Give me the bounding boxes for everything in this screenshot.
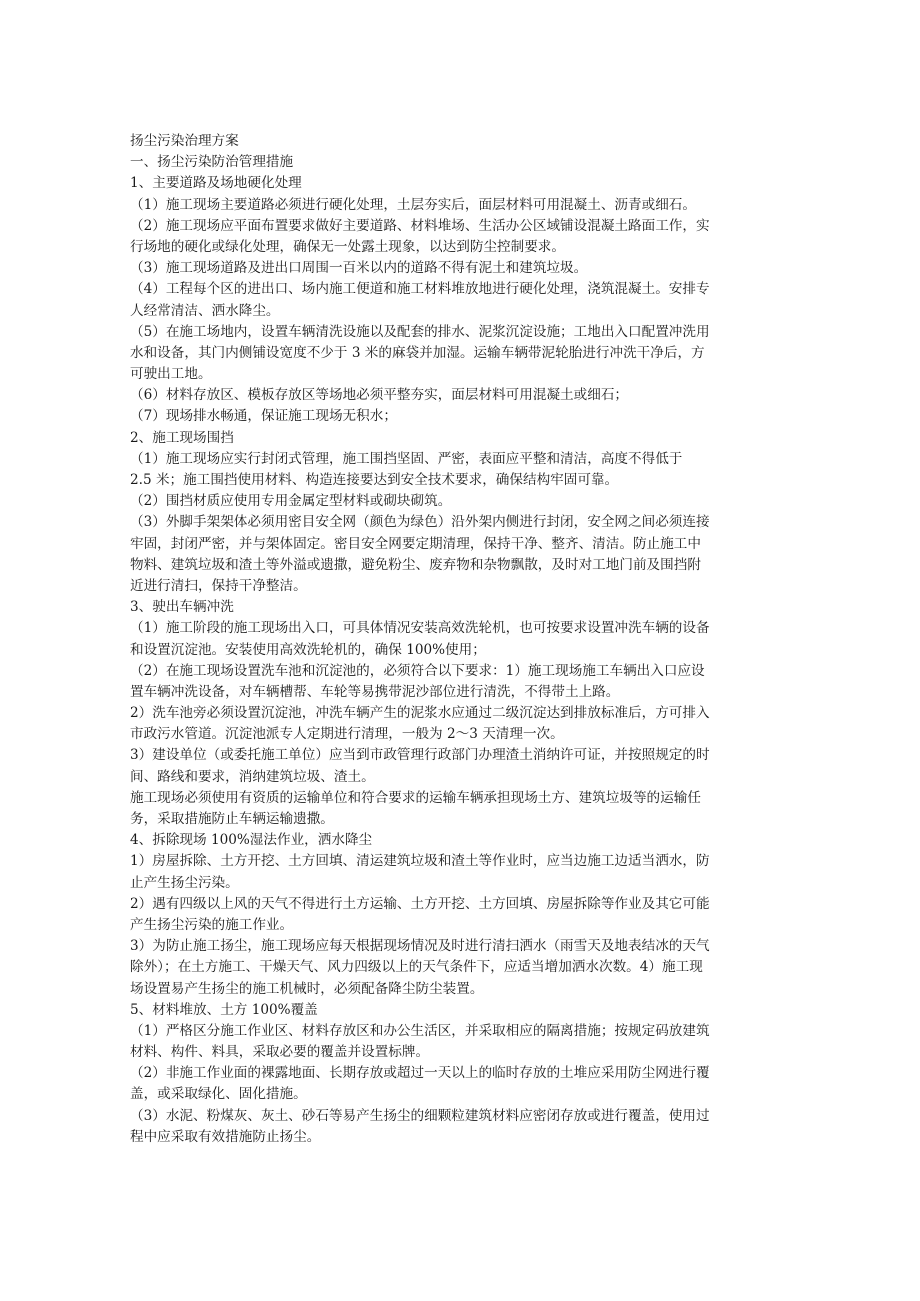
document-line: 5、材料堆放、土方 100%覆盖 [130, 1001, 318, 1018]
document-line: 2）洗车池旁必须设置沉淀池，冲洗车辆产生的泥浆水应通过二级沉淀达到排放标准后，方可排入 [130, 705, 710, 722]
document-line: （7）现场排水畅通，保证施工现场无积水； [130, 408, 397, 425]
document-line: （1）施工现场应实行封闭式管理，施工围挡坚固、严密，表面应平整和清洁，高度不得低于 [130, 450, 683, 467]
document-line: 施工现场必须使用有资质的运输单位和符合要求的运输车辆承担现场土方、建筑垃圾等的运输任 [130, 789, 701, 806]
document-line: 3、驶出车辆冲洗 [130, 599, 234, 616]
document-body [130, 131, 794, 1148]
document-line: 止产生扬尘污染。 [130, 874, 239, 891]
document-title: 扬尘污染治理方案 [130, 133, 239, 149]
document-line: 1）房屋拆除、土方开挖、土方回填、清运建筑垃圾和渣土等作业时，应当边施工边适当洒水，防 [130, 853, 710, 870]
document-line: （6）材料存放区、模板存放区等场地必须平整夯实，面层材料可用混凝土或细石； [130, 387, 629, 404]
document-line: （1）严格区分施工作业区、材料存放区和办公生活区，并采取相应的隔离措施；按规定码放建筑 [130, 1022, 710, 1039]
document-line: 3）为防止施工扬尘，施工现场应每天根据现场情况及时进行清扫洒水（雨雪天及地表结冰的天气 [130, 938, 710, 955]
document-line: 3）建设单位（或委托施工单位）应当到市政管理行政部门办理渣土消纳许可证，并按照规定的时 [130, 747, 710, 764]
document-line: （2）围挡材质应使用专用金属定型材料或砌块砌筑。 [130, 493, 452, 510]
document-line: 材料、构件、料具，采取必要的覆盖并设置标牌。 [130, 1044, 430, 1061]
document-line: 1、主要道路及场地硬化处理 [130, 175, 302, 192]
document-line: （3）水泥、粉煤灰、灰土、砂石等易产生扬尘的细颗粒建筑材料应密闭存放或进行覆盖，使用过 [130, 1107, 710, 1124]
document-line: （4）工程每个区的进出口、场内施工便道和施工材料堆放地进行硬化处理，浇筑混凝土。安排专 [130, 281, 710, 298]
document-line: 2.5 米；施工围挡使用材料、构造连接要达到安全技术要求，确保结构牢固可靠。 [130, 472, 619, 488]
document-line: （2）施工现场应平面布置要求做好主要道路、材料堆场、生活办公区域铺设混凝土路面工作，实 [130, 217, 710, 234]
document-line: 牢固，封闭严密，并与架体固定。密目安全网要定期清理，保持干净、整齐、清洁。防止施工中 [130, 535, 701, 552]
document-line: 除外）；在土方施工、干燥天气、风力四级以上的天气条件下，应适当增加洒水次数。4）施工现 [130, 959, 703, 976]
document-line: 盖，或采取绿化、固化措施。 [130, 1086, 307, 1103]
document-line: （5）在施工场地内，设置车辆清洗设施以及配套的排水、泥浆沉淀设施；工地出入口配置冲洗用 [130, 323, 710, 340]
document-line: 人经常清洁、洒水降尘。 [130, 302, 280, 319]
document-line: 近进行清扫，保持干净整洁。 [130, 577, 307, 594]
document-line: 间、路线和要求，消纳建筑垃圾、渣土。 [130, 768, 375, 785]
document-line: 可驶出工地。 [130, 366, 212, 383]
document-line: （2）在施工现场设置洗车池和沉淀池的，必须符合以下要求：1）施工现场施工车辆出入口应设 [130, 662, 705, 679]
document-line: （3）施工现场道路及进出口周围一百米以内的道路不得有泥土和建筑垃圾。 [130, 260, 588, 277]
document-line: （1）施工现场主要道路必须进行硬化处理，土层夯实后，面层材料可用混凝土、沥青或细石。 [130, 196, 696, 213]
document-line: 2）遇有四级以上风的天气不得进行土方运输、土方开挖、土方回填、房屋拆除等作业及其它可能 [130, 895, 710, 912]
document-line: 产生扬尘污染的施工作业。 [130, 916, 294, 933]
document-line: 务，采取措施防止车辆运输遗撒。 [130, 811, 334, 827]
document-line: 2、施工现场围挡 [130, 429, 234, 446]
document-line: 程中应采取有效措施防止扬尘。 [130, 1128, 321, 1145]
document-line: 和设置沉淀池。安装使用高效洗轮机的，确保 100%使用； [130, 641, 486, 658]
document-line: （3）外脚手架架体必须用密目安全网（颜色为绿色）沿外架内侧进行封闭，安全网之间必须连接 [130, 514, 710, 531]
document-line: （1）施工阶段的施工现场出入口，可具体情况安装高效洗轮机，也可按要求设置冲洗车辆的设备 [130, 620, 710, 637]
document-line: 市政污水管道。沉淀池派专人定期进行清理，一般为 2～3 天清理一次。 [130, 726, 564, 743]
document-line: 水和设备，其门内侧铺设宽度不少于 3 米的麻袋并加湿。运输车辆带泥轮胎进行冲洗干净后，方 [130, 344, 705, 361]
document-line: 物料、建筑垃圾和渣土等外溢或遗撒，避免粉尘、废弃物和杂物飘散，及时对工地门前及围挡附 [130, 556, 701, 573]
document-line: （2）非施工作业面的裸露地面、长期存放或超过一天以上的临时存放的土堆应采用防尘网进行覆 [130, 1065, 710, 1082]
document-line: 置车辆冲洗设备，对车辆槽帮、车轮等易携带泥沙部位进行清洗，不得带土上路。 [130, 683, 620, 700]
document-line: 4、拆除现场 100%湿法作业，洒水降尘 [130, 832, 373, 849]
document-line: 场设置易产生扬尘的施工机械时，必须配备降尘防尘装置。 [130, 980, 484, 997]
document-line: 一、扬尘污染防治管理措施 [130, 154, 294, 171]
document-line: 行场地的硬化或绿化处理，确保无一处露土现象，以达到防尘控制要求。 [130, 238, 565, 255]
